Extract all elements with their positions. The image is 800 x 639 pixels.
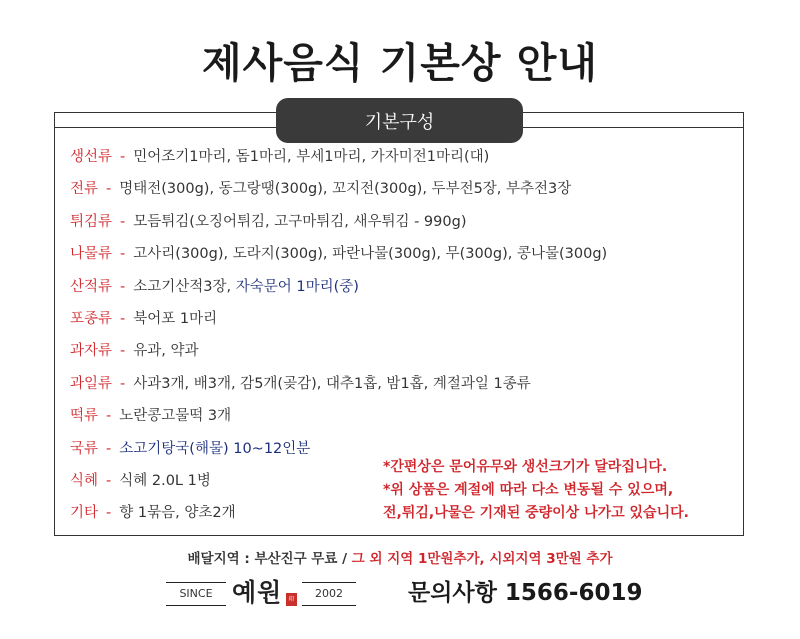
brand-logo — [166, 577, 356, 611]
menu-row — [70, 209, 466, 235]
menu-row — [70, 371, 531, 397]
menu-category: 떡류 — [70, 408, 99, 425]
notice-line: 전,튀김,나물은 기재된 중량이상 나가고 있습니다. — [383, 505, 689, 521]
notice-line: *위 상품은 계절에 따라 다소 변동될 수 있으며, — [383, 482, 674, 498]
menu-items: 소고기산적3장, — [133, 278, 236, 295]
logo-name: 예원 — [232, 578, 283, 607]
menu-dash: - — [106, 505, 112, 522]
menu-items: 고사리(300g), 도라지(300g), 파란나물(300g), 무(300g), 콩나물(300g) — [133, 246, 608, 263]
delivery-info — [0, 547, 800, 567]
menu-row — [70, 436, 310, 462]
menu-dash: - — [106, 440, 112, 457]
menu-row — [70, 338, 199, 364]
menu-category: 전류 — [70, 181, 99, 198]
page-title: 제사음식 기본상 안내 — [201, 39, 598, 87]
notice-line: *간편상은 문어유무와 생선크기가 달라집니다. — [383, 459, 668, 475]
notice — [383, 456, 689, 525]
seal-icon: 印 — [286, 593, 297, 606]
menu-items: 유과, 약과 — [133, 343, 199, 360]
menu-dash: - — [120, 278, 126, 295]
menu-row — [70, 241, 607, 267]
menu-row — [70, 144, 489, 170]
menu-category: 과자류 — [70, 343, 113, 360]
menu-dash: - — [120, 246, 126, 263]
menu-items: 식혜 2.0L 1병 — [119, 473, 211, 489]
menu-row — [70, 176, 571, 202]
menu-items: 북어포 1마리 — [133, 311, 218, 327]
menu-dash: - — [120, 375, 126, 392]
menu-row — [70, 403, 231, 429]
menu-highlight: 소고기탕국(해물) 10~12인분 — [119, 440, 311, 457]
menu-category: 식혜 — [70, 473, 99, 489]
menu-dash: - — [120, 311, 126, 327]
menu-items: 모듬튀김(오징어튀김, 고구마튀김, 새우튀김 - 990g) — [133, 213, 467, 230]
delivery-extra: 그 외 지역 1만원추가, 시외지역 3만원 추가 — [351, 551, 613, 567]
menu-category: 나물류 — [70, 246, 113, 263]
menu-category: 국류 — [70, 440, 99, 457]
menu-category: 기타 — [70, 505, 99, 522]
menu-items: 민어조기1마리, 돔1마리, 부세1마리, 가자미전1마리(대) — [133, 149, 490, 165]
menu-category: 생선류 — [70, 149, 113, 165]
menu-dash: - — [106, 181, 112, 198]
menu-row — [70, 306, 217, 332]
menu-row — [70, 274, 359, 300]
menu-items: 노란콩고물떡 3개 — [119, 408, 232, 425]
menu-dash: - — [120, 149, 126, 165]
menu-items: 명태전(300g), 동그랑땡(300g), 꼬지전(300g), 두부전5장, 부추전3장 — [119, 181, 572, 198]
contact-phone: 문의사항 1566-6019 — [408, 580, 643, 606]
menu-category: 과일류 — [70, 375, 113, 392]
delivery-label: 배달지역 : 부산진구 무료 / — [187, 551, 352, 567]
menu-category: 산적류 — [70, 278, 113, 295]
menu-category: 포종류 — [70, 311, 113, 327]
section-label: 기본구성 — [276, 98, 523, 143]
menu-category: 튀김류 — [70, 213, 113, 230]
menu-highlight: 자숙문어 1마리(중) — [235, 278, 359, 295]
menu-dash: - — [120, 213, 126, 230]
menu-dash: - — [106, 408, 112, 425]
menu-row — [70, 500, 236, 526]
menu-dash: - — [120, 343, 126, 360]
menu-dash: - — [106, 473, 112, 489]
menu-row — [70, 468, 211, 494]
logo-year: 2002 — [302, 582, 356, 606]
menu-items: 향 1묶음, 양초2개 — [119, 505, 236, 522]
menu-items: 사과3개, 배3개, 감5개(곶감), 대추1홉, 밤1홉, 계절과일 1종류 — [133, 375, 531, 392]
logo-since: SINCE — [166, 582, 226, 606]
